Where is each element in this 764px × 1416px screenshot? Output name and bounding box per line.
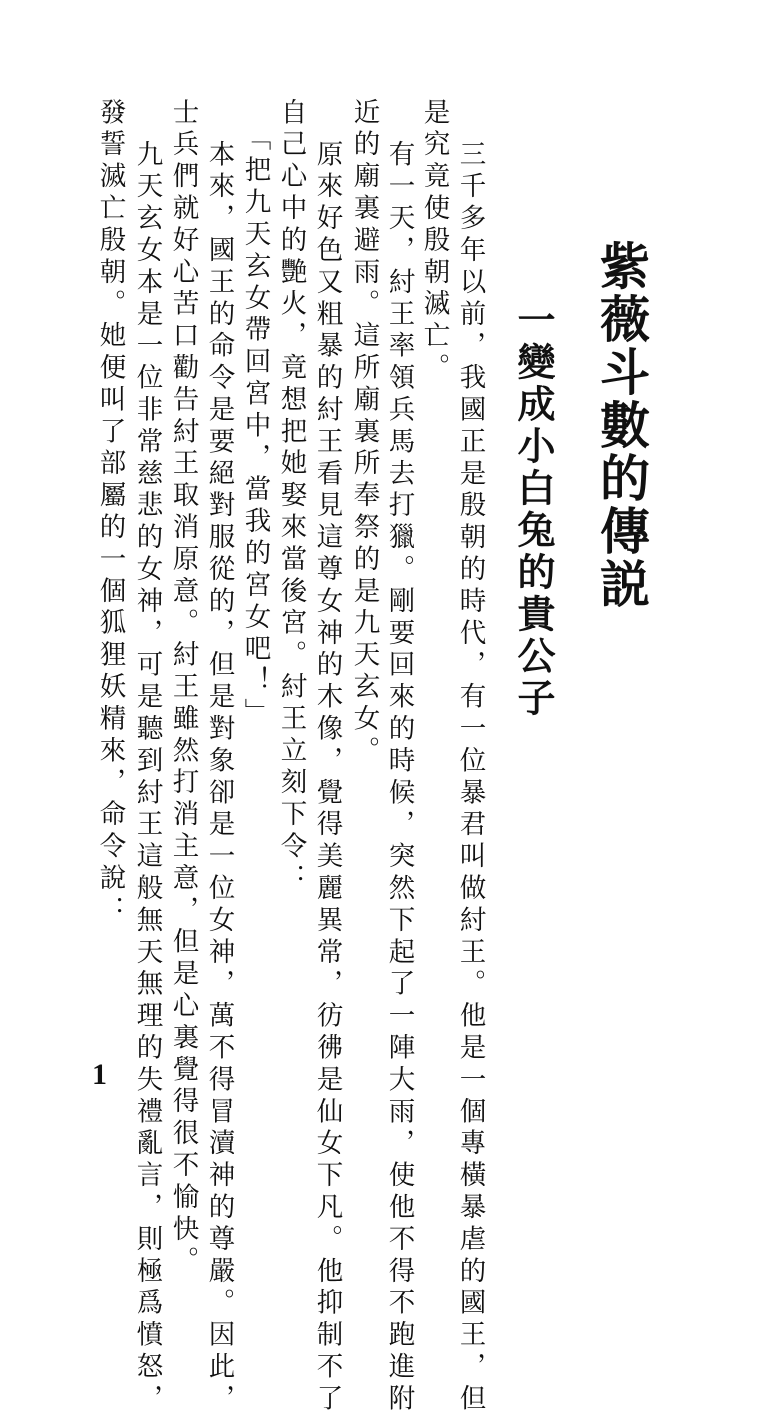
body-line: 有一天，紂王率領兵馬去打獵。剛要回來的時候，突然下起了一陣大雨，使他不得不跑進附 [383,140,415,1416]
body-line: 本來，國王的命令是要絕對服從的，但是對象卻是一位女神，萬不得冒瀆神的尊嚴。因此， [203,140,235,1416]
body-line: 「把九天玄女帶回宮中，當我的宮女吧！」 [239,124,271,731]
section-title: 一變成小白兔的貴公子 [511,300,555,720]
body-line: 是究竟使殷朝滅亡。 [418,98,450,386]
body-line: 士兵們就好心苦口勸告紂王取消原意。紂王雖然打消主意，但是心裏覺得很不愉快。 [167,98,199,1279]
page-number: 1 [92,1058,107,1091]
body-line: 三千多年以前，我國正是殷朝的時代，有一位暴君叫做紂王。他是一個專橫暴虐的國王，但 [454,140,486,1416]
chapter-title: 紫薇斗數的傳説 [592,240,650,611]
body-line: 近的廟裏避雨。這所廟裏所奉祭的是九天玄女。 [348,98,380,768]
body-line: 自己心中的艷火，竟想把她娶來當後宮。紂王立刻下令： [275,98,307,896]
body-line: 九天玄女本是一位非常慈悲的女神，可是聽到紂王這般無天無理的失禮亂言，則極爲憤怒， [131,140,163,1416]
body-line: 發誓滅亡殷朝。她便叫了部屬的一個狐狸妖精來，命令說： [94,98,126,928]
body-line: 原來好色又粗暴的紂王看見這尊女神的木像，覺得美麗異常，彷彿是仙女下凡。他抑制不了 [311,140,343,1416]
